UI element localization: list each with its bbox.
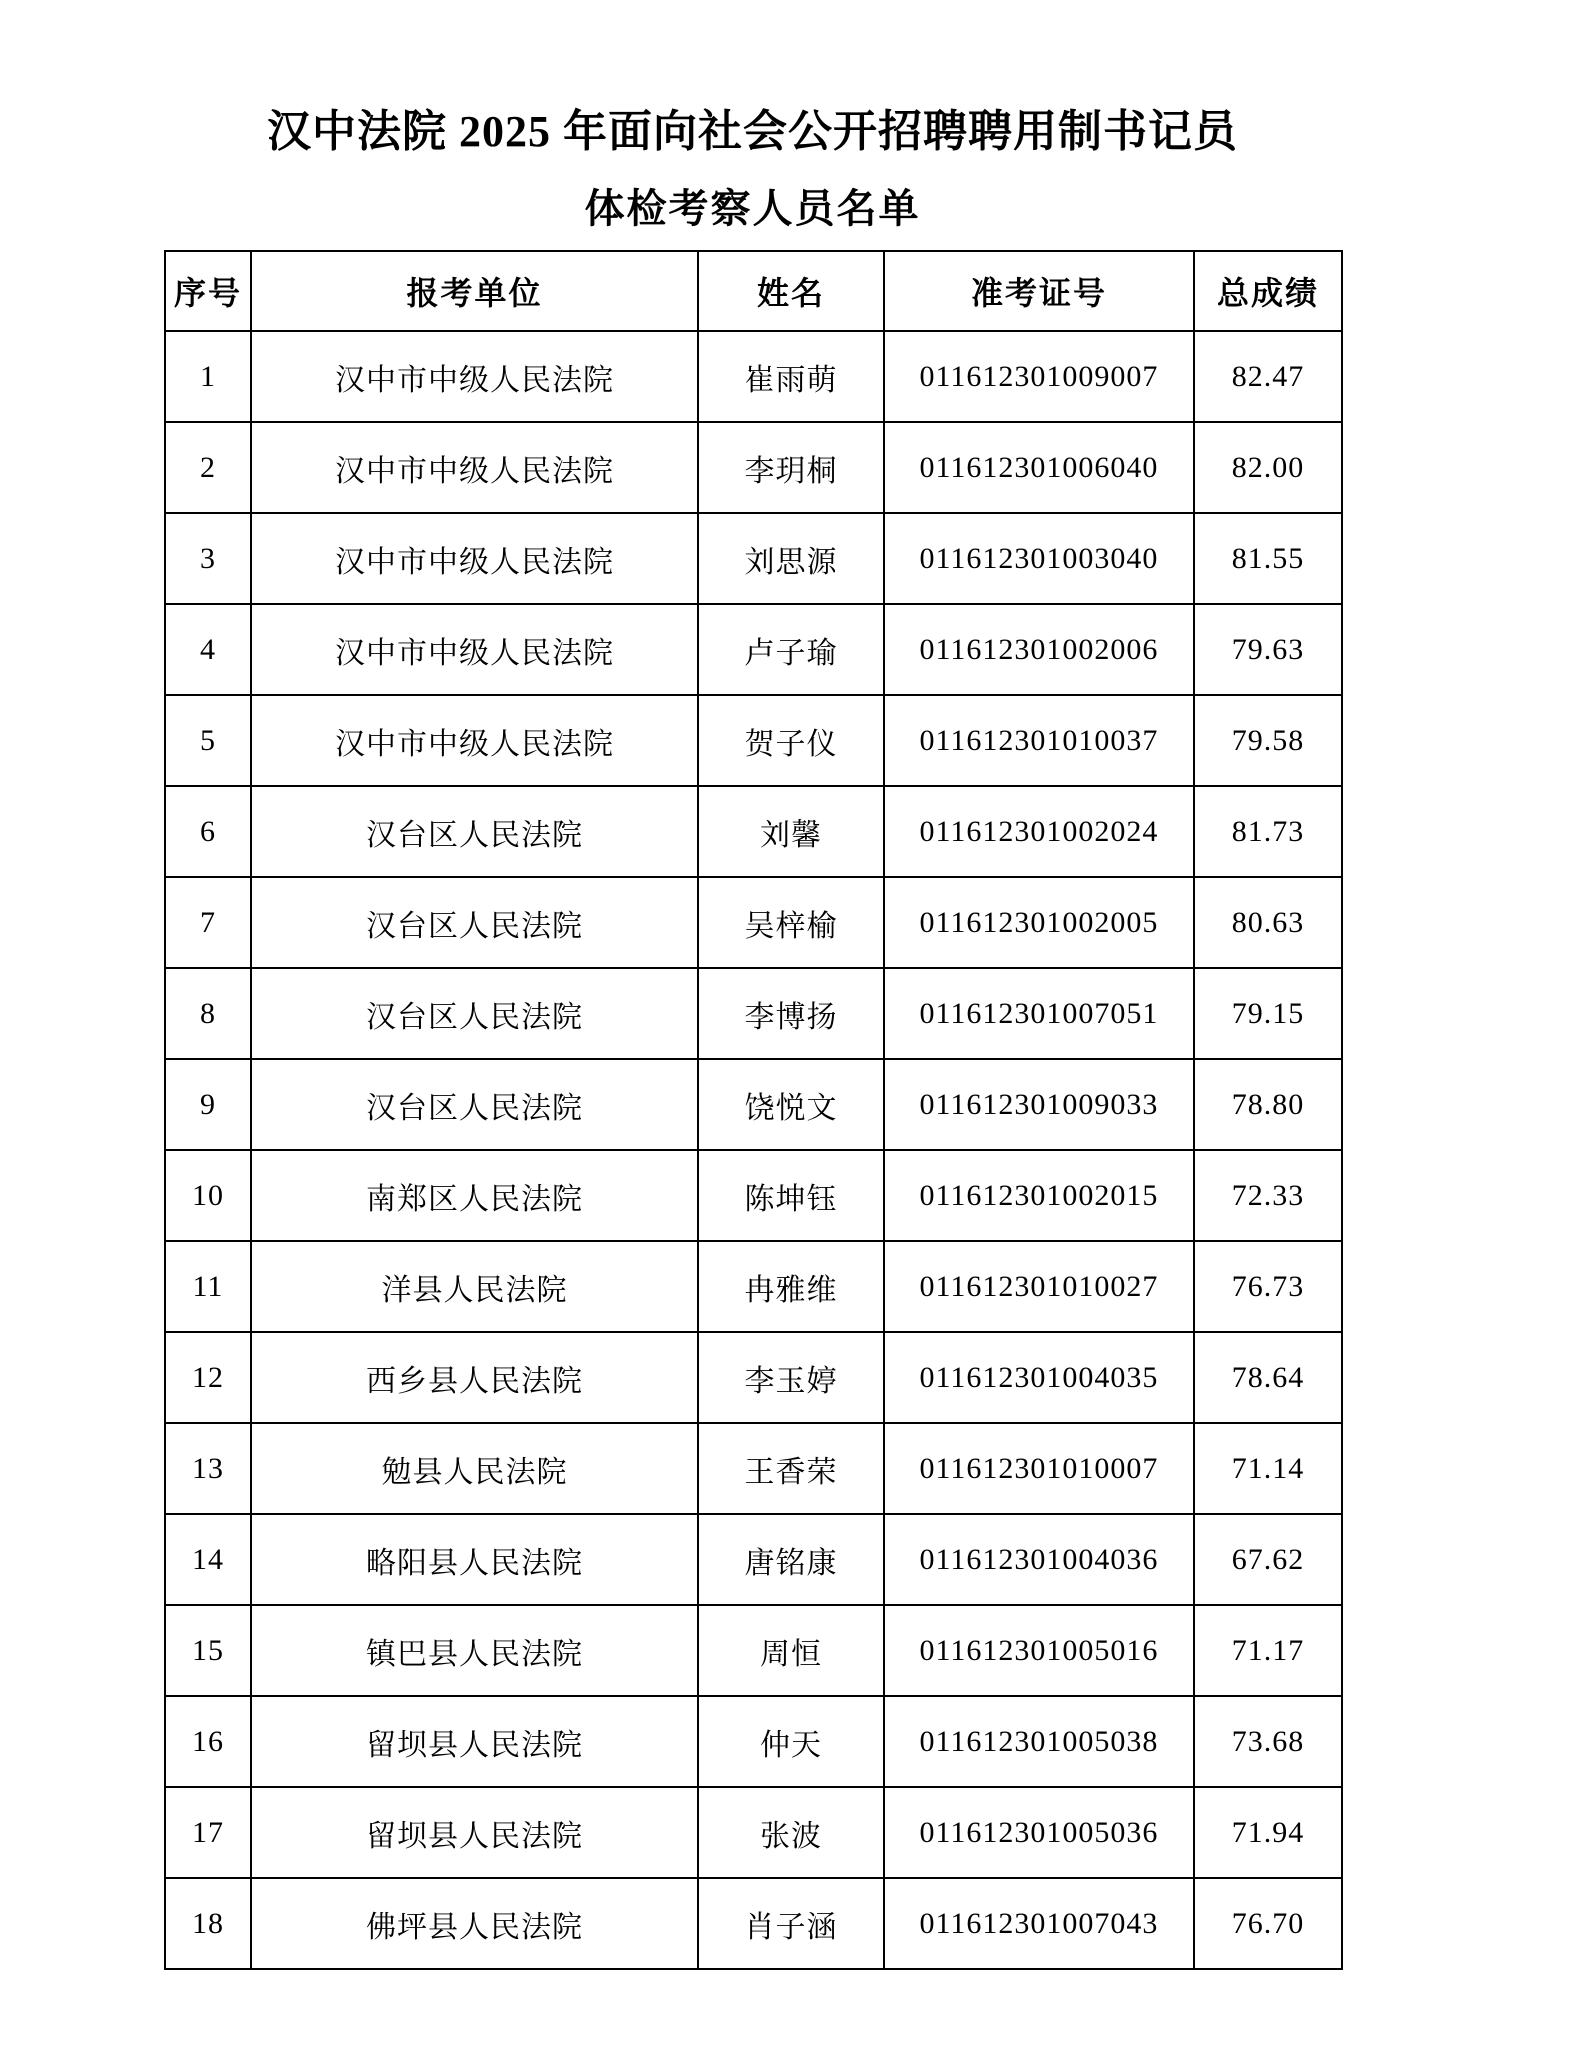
cell-index: 2 — [165, 422, 251, 513]
cell-score: 81.55 — [1194, 513, 1342, 604]
cell-index: 14 — [165, 1514, 251, 1605]
cell-name: 吴梓榆 — [698, 877, 884, 968]
cell-name: 崔雨萌 — [698, 331, 884, 422]
table-row — [165, 1787, 1342, 1878]
cell-unit: 佛坪县人民法院 — [251, 1878, 698, 1969]
table-row — [165, 1605, 1342, 1696]
cell-ticket-number: 011612301009007 — [884, 331, 1194, 422]
cell-unit: 洋县人民法院 — [251, 1241, 698, 1332]
candidates-table — [164, 250, 1343, 1970]
table-row — [165, 513, 1342, 604]
cell-ticket-number: 011612301010007 — [884, 1423, 1194, 1514]
cell-name: 张波 — [698, 1787, 884, 1878]
cell-ticket-number: 011612301005036 — [884, 1787, 1194, 1878]
cell-score: 79.15 — [1194, 968, 1342, 1059]
cell-name: 刘思源 — [698, 513, 884, 604]
cell-name: 饶悦文 — [698, 1059, 884, 1150]
table-row — [165, 1150, 1342, 1241]
cell-ticket-number: 011612301007043 — [884, 1878, 1194, 1969]
col-header-score: 总成绩 — [1194, 251, 1342, 331]
cell-name: 仲天 — [698, 1696, 884, 1787]
cell-name: 冉雅维 — [698, 1241, 884, 1332]
cell-score: 82.00 — [1194, 422, 1342, 513]
col-header-ticket-number: 准考证号 — [884, 251, 1194, 331]
cell-unit: 汉中市中级人民法院 — [251, 422, 698, 513]
table-row — [165, 604, 1342, 695]
cell-ticket-number: 011612301002005 — [884, 877, 1194, 968]
cell-ticket-number: 011612301010027 — [884, 1241, 1194, 1332]
cell-score: 82.47 — [1194, 331, 1342, 422]
table-row — [165, 331, 1342, 422]
cell-name: 李博扬 — [698, 968, 884, 1059]
cell-name: 李玉婷 — [698, 1332, 884, 1423]
cell-score: 71.17 — [1194, 1605, 1342, 1696]
table-row — [165, 877, 1342, 968]
cell-score: 78.80 — [1194, 1059, 1342, 1150]
table-row — [165, 1514, 1342, 1605]
cell-name: 李玥桐 — [698, 422, 884, 513]
cell-unit: 留坝县人民法院 — [251, 1787, 698, 1878]
col-header-name: 姓名 — [698, 251, 884, 331]
cell-score: 79.63 — [1194, 604, 1342, 695]
cell-ticket-number: 011612301005038 — [884, 1696, 1194, 1787]
cell-unit: 汉中市中级人民法院 — [251, 695, 698, 786]
cell-score: 73.68 — [1194, 1696, 1342, 1787]
cell-index: 4 — [165, 604, 251, 695]
table-row — [165, 1423, 1342, 1514]
table-row — [165, 968, 1342, 1059]
table-row — [165, 1696, 1342, 1787]
cell-index: 8 — [165, 968, 251, 1059]
cell-index: 10 — [165, 1150, 251, 1241]
cell-score: 71.14 — [1194, 1423, 1342, 1514]
cell-score: 81.73 — [1194, 786, 1342, 877]
cell-unit: 略阳县人民法院 — [251, 1514, 698, 1605]
cell-index: 16 — [165, 1696, 251, 1787]
cell-ticket-number: 011612301003040 — [884, 513, 1194, 604]
cell-score: 80.63 — [1194, 877, 1342, 968]
cell-name: 王香荣 — [698, 1423, 884, 1514]
cell-index: 3 — [165, 513, 251, 604]
cell-score: 72.33 — [1194, 1150, 1342, 1241]
page-title-line2: 体检考察人员名单 — [584, 186, 921, 231]
table-row — [165, 1059, 1342, 1150]
cell-unit: 汉中市中级人民法院 — [251, 604, 698, 695]
cell-score: 76.73 — [1194, 1241, 1342, 1332]
table-header-row — [165, 251, 1342, 331]
page-title-line1: 汉中法院 2025 年面向社会公开招聘聘用制书记员 — [267, 107, 1238, 156]
table-row — [165, 422, 1342, 513]
cell-unit: 汉中市中级人民法院 — [251, 331, 698, 422]
table-row — [165, 1878, 1342, 1969]
cell-unit: 汉台区人民法院 — [251, 968, 698, 1059]
cell-ticket-number: 011612301002015 — [884, 1150, 1194, 1241]
cell-unit: 镇巴县人民法院 — [251, 1605, 698, 1696]
table-row — [165, 1332, 1342, 1423]
cell-ticket-number: 011612301002024 — [884, 786, 1194, 877]
cell-name: 卢子瑜 — [698, 604, 884, 695]
cell-score: 67.62 — [1194, 1514, 1342, 1605]
cell-name: 周恒 — [698, 1605, 884, 1696]
cell-index: 9 — [165, 1059, 251, 1150]
cell-ticket-number: 011612301007051 — [884, 968, 1194, 1059]
cell-ticket-number: 011612301002006 — [884, 604, 1194, 695]
cell-unit: 南郑区人民法院 — [251, 1150, 698, 1241]
cell-index: 6 — [165, 786, 251, 877]
cell-index: 1 — [165, 331, 251, 422]
cell-ticket-number: 011612301010037 — [884, 695, 1194, 786]
cell-name: 陈坤钰 — [698, 1150, 884, 1241]
cell-index: 5 — [165, 695, 251, 786]
col-header-unit: 报考单位 — [251, 251, 698, 331]
table-row — [165, 695, 1342, 786]
cell-score: 71.94 — [1194, 1787, 1342, 1878]
cell-index: 11 — [165, 1241, 251, 1332]
cell-unit: 留坝县人民法院 — [251, 1696, 698, 1787]
table-body — [165, 331, 1342, 1969]
cell-unit: 勉县人民法院 — [251, 1423, 698, 1514]
cell-unit: 西乡县人民法院 — [251, 1332, 698, 1423]
cell-ticket-number: 011612301004036 — [884, 1514, 1194, 1605]
cell-ticket-number: 011612301004035 — [884, 1332, 1194, 1423]
cell-index: 15 — [165, 1605, 251, 1696]
table-row — [165, 786, 1342, 877]
document-page — [164, 0, 1341, 1970]
cell-unit: 汉台区人民法院 — [251, 1059, 698, 1150]
cell-index: 13 — [165, 1423, 251, 1514]
cell-index: 18 — [165, 1878, 251, 1969]
cell-ticket-number: 011612301006040 — [884, 422, 1194, 513]
col-header-index: 序号 — [165, 251, 251, 331]
cell-name: 刘馨 — [698, 786, 884, 877]
table-row — [165, 1241, 1342, 1332]
cell-index: 12 — [165, 1332, 251, 1423]
cell-score: 79.58 — [1194, 695, 1342, 786]
cell-ticket-number: 011612301009033 — [884, 1059, 1194, 1150]
cell-unit: 汉台区人民法院 — [251, 786, 698, 877]
cell-unit: 汉中市中级人民法院 — [251, 513, 698, 604]
cell-unit: 汉台区人民法院 — [251, 877, 698, 968]
cell-score: 78.64 — [1194, 1332, 1342, 1423]
cell-index: 17 — [165, 1787, 251, 1878]
cell-index: 7 — [165, 877, 251, 968]
cell-score: 76.70 — [1194, 1878, 1342, 1969]
cell-name: 贺子仪 — [698, 695, 884, 786]
cell-name: 肖子涵 — [698, 1878, 884, 1969]
cell-ticket-number: 011612301005016 — [884, 1605, 1194, 1696]
cell-name: 唐铭康 — [698, 1514, 884, 1605]
